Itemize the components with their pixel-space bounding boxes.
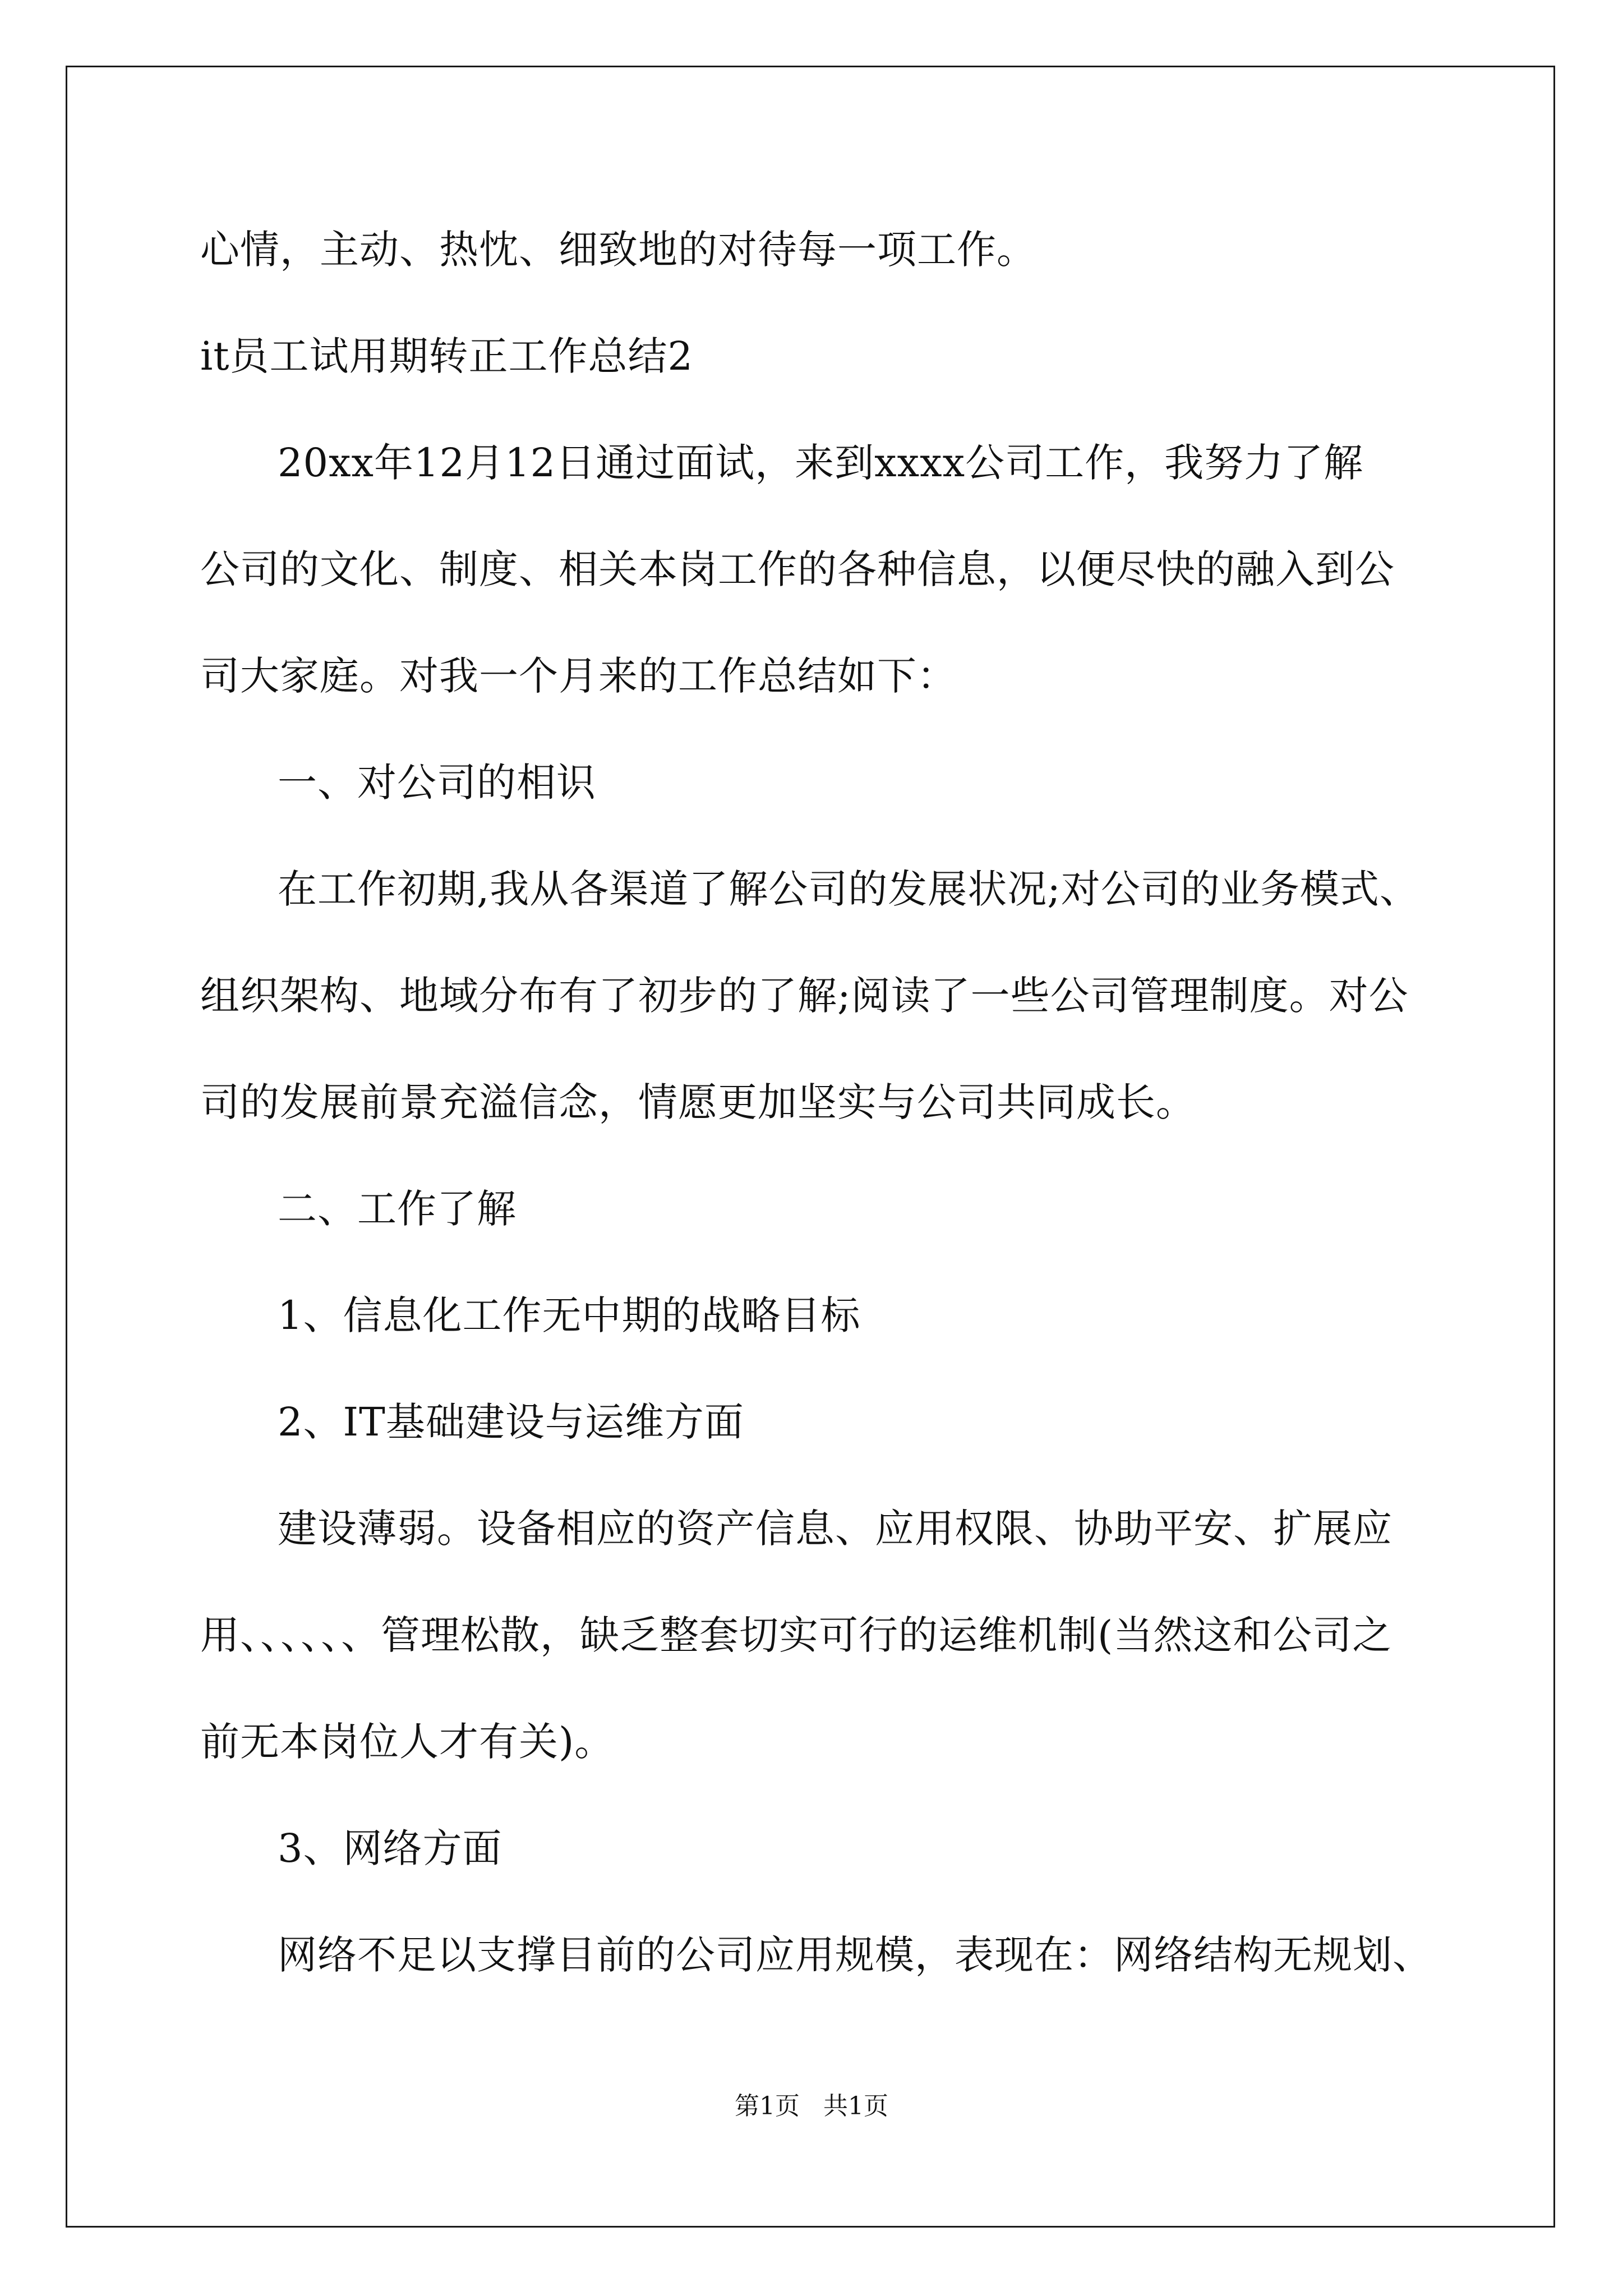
text-line-1: 心情，主动、热忱、细致地的对待每一项工作。: [200, 227, 1036, 273]
subheading-2: 二、工作了解: [278, 1186, 517, 1232]
text-line-9: 司的发展前景充溢信念，情愿更加坚实与公司共同成长。: [200, 1079, 1196, 1125]
text-line-15: 前无本岗位人才有关)。: [200, 1719, 615, 1765]
list-item-3: 3、网络方面: [278, 1825, 502, 1871]
text-line-8: 组织架构、地域分布有了初步的了解;阅读了一些公司管理制度。对公: [200, 973, 1409, 1019]
page-footer: 第1页 共1页: [735, 2092, 888, 2120]
list-item-2: 2、IT基础建设与运维方面: [278, 1399, 744, 1445]
text-line-3: 20xx年12月12日通过面试，来到xxxx公司工作，我努力了解: [278, 440, 1364, 486]
page-border: [66, 66, 1555, 2228]
text-line-13: 建设薄弱。设备相应的资产信息、应用权限、协助平安、扩展应: [278, 1506, 1393, 1552]
list-item-1: 1、信息化工作无中期的战略目标: [278, 1292, 861, 1338]
text-line-5: 司大家庭。对我一个月来的工作总结如下：: [200, 653, 957, 699]
text-line-7: 在工作初期,我从各渠道了解公司的发展状况;对公司的业务模式、: [278, 866, 1419, 912]
text-line-14: 用、、、、、、管理松散，缺乏整套切实可行的运维机制(当然这和公司之: [200, 1612, 1393, 1658]
section-heading: it员工试用期转正工作总结2: [200, 333, 694, 379]
text-line-4: 公司的文化、制度、相关本岗工作的各种信息，以便尽快的融入到公: [200, 546, 1395, 592]
subheading-1: 一、对公司的相识: [278, 760, 596, 806]
text-line-17: 网络不足以支撑目前的公司应用规模，表现在：网络结构无规划、: [278, 1932, 1432, 1978]
